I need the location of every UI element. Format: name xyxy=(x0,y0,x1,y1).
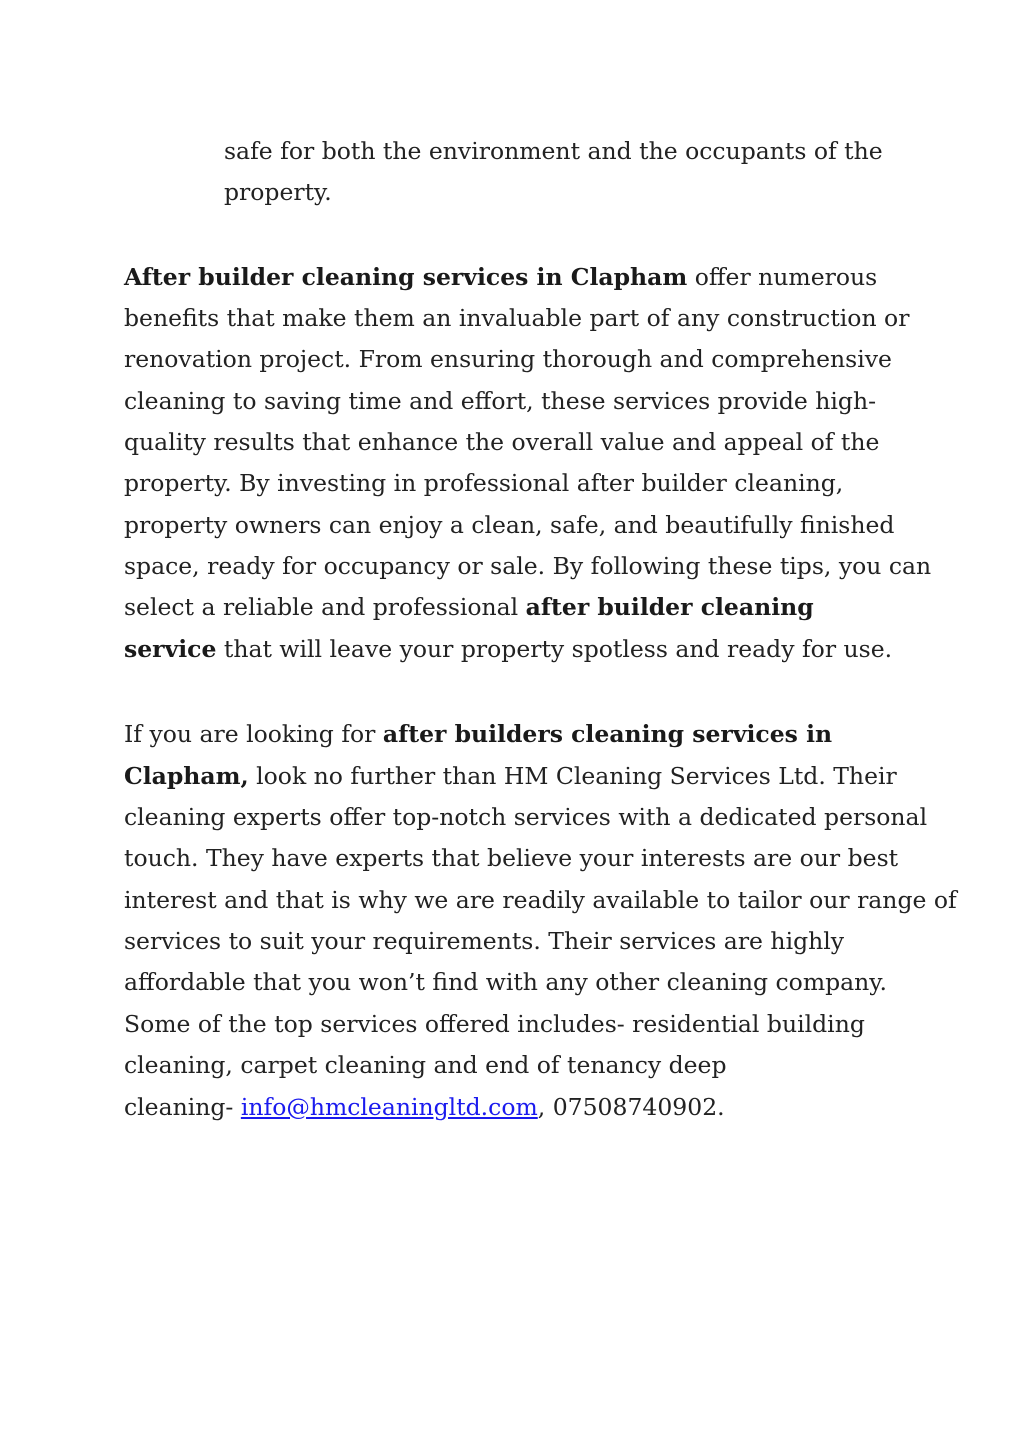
paragraph2-line1-bold: after builders cleaning services in xyxy=(382,720,833,748)
paragraph1-line-7: property owners can enjoy a clean, safe, and beautifully finished xyxy=(124,511,895,539)
paragraph2-line-5: interest and that is why we are readily available to tailor our range of xyxy=(124,886,957,914)
paragraph2-line-3: cleaning experts offer top-notch services with a dedicated personal xyxy=(124,803,928,831)
paragraph2-line-1 xyxy=(124,714,832,755)
paragraph2-line-10 xyxy=(124,1087,725,1128)
continuation-line-2: property. xyxy=(224,178,332,206)
paragraph1-line-8: space, ready for occupancy or sale. By following these tips, you can xyxy=(124,552,932,580)
paragraph2-line-6: services to suit your requirements. Their services are highly xyxy=(124,927,845,955)
paragraph2-line-8: Some of the top services offered includes- residential building xyxy=(124,1010,865,1038)
paragraph2-line-7: affordable that you won’t find with any other cleaning company. xyxy=(124,968,887,996)
paragraph2-line-2 xyxy=(124,756,897,797)
paragraph1-line9-plain: select a reliable and professional xyxy=(124,593,526,621)
paragraph1-lead-bold: After builder cleaning services in Clapham xyxy=(124,263,688,291)
paragraph1-line10-plain: that will leave your property spotless and ready for use. xyxy=(216,635,893,663)
paragraph2-line2-bold: Clapham, xyxy=(124,762,249,790)
phone-number: , 07508740902. xyxy=(537,1093,725,1121)
paragraph1-line10-bold: service xyxy=(124,635,217,663)
paragraph2-line-4: touch. They have experts that believe your interests are our best xyxy=(124,844,899,872)
continuation-line-1: safe for both the environment and the occupants of the xyxy=(224,137,883,165)
paragraph1-line-5: quality results that enhance the overall value and appeal of the xyxy=(124,428,880,456)
paragraph1-line-9 xyxy=(124,587,814,628)
paragraph1-line-6: property. By investing in professional after builder cleaning, xyxy=(124,469,844,497)
paragraph1-lead-rest: offer numerous xyxy=(687,263,878,291)
paragraph1-line9-bold: after builder cleaning xyxy=(525,593,814,621)
contact-prefix: cleaning- xyxy=(124,1093,241,1121)
paragraph2-line1-plain: If you are looking for xyxy=(124,720,383,748)
paragraph1-line-2: benefits that make them an invaluable part of any construction or xyxy=(124,304,910,332)
paragraph1-line-10 xyxy=(124,629,892,670)
paragraph1-line-3: renovation project. From ensuring thorough and comprehensive xyxy=(124,345,892,373)
paragraph1-line-4: cleaning to saving time and effort, these services provide high- xyxy=(124,387,877,415)
email-link[interactable]: info@hmcleaningltd.com xyxy=(240,1093,538,1121)
paragraph1-line-1 xyxy=(124,257,877,298)
paragraph2-line2-plain: look no further than HM Cleaning Services Ltd. Their xyxy=(248,762,897,790)
paragraph2-line-9: cleaning, carpet cleaning and end of tenancy deep xyxy=(124,1051,727,1079)
